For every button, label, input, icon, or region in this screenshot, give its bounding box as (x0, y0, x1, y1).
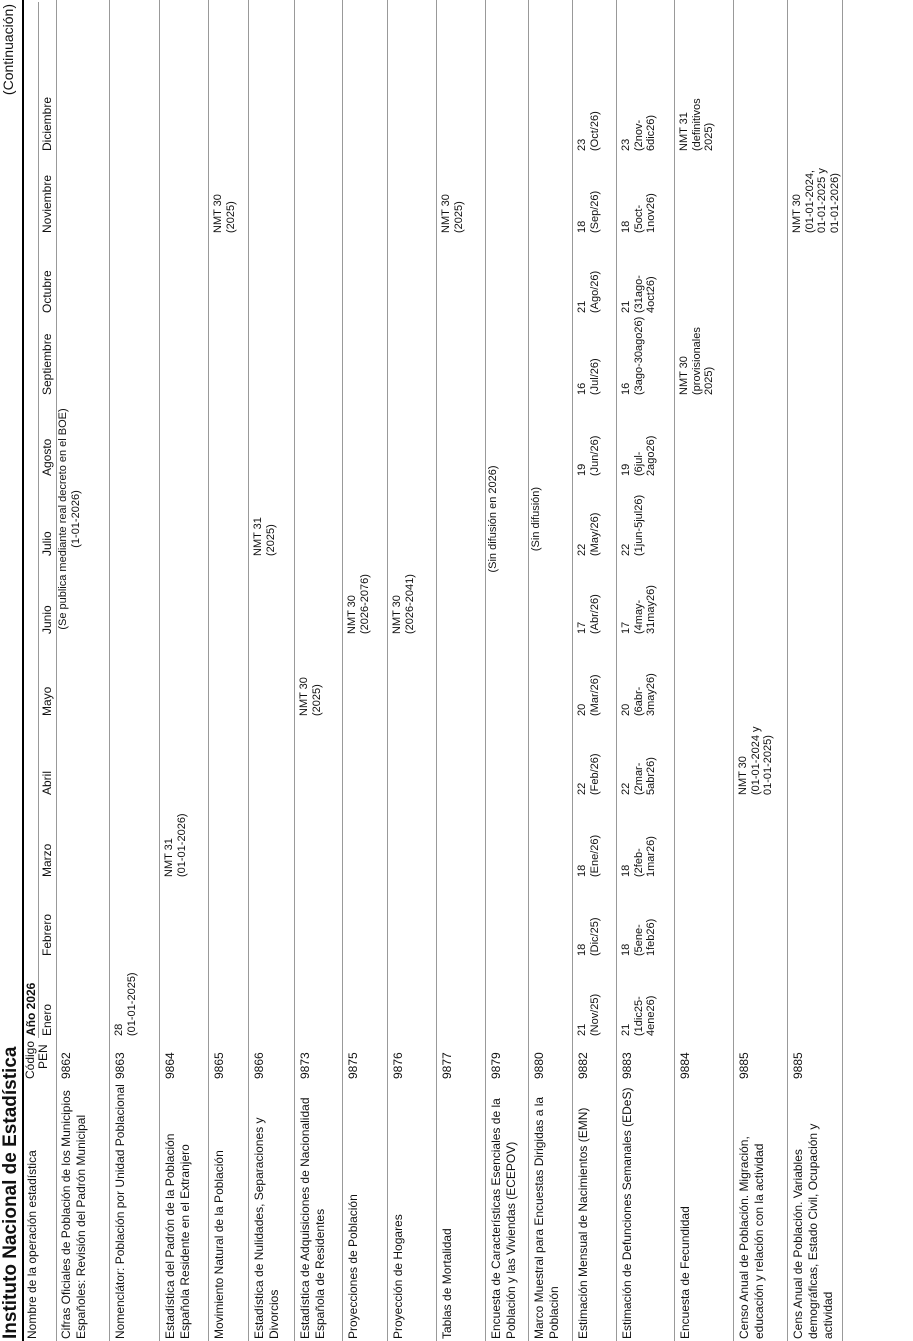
col-code-header-1: Código (23, 1040, 37, 1079)
month-cell: NMT 30 (2026-2041) (391, 574, 416, 634)
month-header: Septiembre (40, 333, 54, 395)
month-cell: 18 (5oct- 1nov26) (620, 193, 657, 233)
month-cell: 18 (2feb- 1mar26) (620, 836, 657, 877)
month-header: Mayo (40, 686, 54, 716)
month-header: Octubre (40, 270, 54, 313)
row-divider (436, 0, 437, 1341)
row-code: 9879 (489, 1052, 503, 1079)
row-code: 9882 (576, 1052, 590, 1079)
month-header: Agosto (40, 438, 54, 476)
month-header: Diciembre (40, 96, 54, 151)
month-cell: 19 (6jul- 2ago26) (620, 435, 657, 476)
month-cell: 20 (Mar/26) (576, 674, 601, 716)
month-cell: NMT 31 (01-01-2026) (163, 813, 188, 877)
row-code: 9884 (678, 1052, 692, 1079)
month-cell: 18 (Ene/26) (576, 834, 601, 877)
row-divider (248, 0, 249, 1341)
row-divider (674, 0, 675, 1341)
month-cell: 19 (Jun/26) (576, 435, 601, 476)
row-divider (342, 0, 343, 1341)
row-name: Cens Anual de Población. Variables demográficas, Estado Civil, Ocupación y actividad (791, 1123, 835, 1339)
row-name: Estimación Mensual de Nacimientos (EMN) (576, 1107, 590, 1339)
row-span-note: (Se publica mediante real decreto en el BOE) (1-01-2026) (57, 408, 82, 630)
row-name: Estimación de Defunciones Semanales (EDeS) (620, 1087, 634, 1339)
row-name: Tablas de Mortalidad (440, 1228, 454, 1339)
header-rule (22, 0, 24, 1341)
month-cell: 20 (6abr- 3may26) (620, 673, 657, 716)
month-header: Abril (40, 770, 54, 795)
month-cell: 23 (2nov- 6dic26) (620, 114, 657, 151)
row-divider (733, 0, 734, 1341)
month-cell: NMT 30 (01-01-2024 y 01-01-2025) (737, 726, 774, 795)
col-code-header-2: PEN (36, 1044, 50, 1069)
row-code: 9866 (252, 1052, 266, 1079)
row-divider (109, 0, 110, 1341)
row-code: 9876 (391, 1052, 405, 1079)
row-divider (294, 0, 295, 1341)
month-cell: 21 (Ago/26) (576, 270, 601, 313)
row-code: 9880 (532, 1052, 546, 1079)
month-header: Marzo (40, 843, 54, 877)
month-cell: NMT 31 (2025) (252, 517, 277, 556)
month-header: Febrero (40, 913, 54, 956)
row-code: 9864 (163, 1052, 177, 1079)
row-divider (159, 0, 160, 1341)
row-name: Proyección de Hogares (391, 1214, 405, 1339)
institution-title: Instituto Nacional de Estadística (0, 1046, 21, 1339)
row-name: Censo Anual de Población. Migración, educación y relación con la actividad (737, 1136, 766, 1339)
year-header: Año 2026 (24, 982, 38, 1036)
row-code: 9862 (59, 1052, 73, 1079)
row-code: 9885 (737, 1052, 751, 1079)
row-divider (842, 0, 843, 1341)
month-cell: 22 (Feb/26) (576, 753, 601, 795)
row-name: Encuesta de Características Esenciales de la Población y las Viviendas (ECEPOV) (489, 1098, 518, 1339)
month-cell: NMT 31 (definitivos 2025) (678, 98, 715, 151)
row-divider (528, 0, 529, 1341)
month-cell: 18 (5ene- 1feb26) (620, 918, 657, 956)
row-name: Movimiento Natural de la Población (212, 1150, 226, 1339)
row-span-note: (Sin difusión) (530, 486, 542, 552)
row-code: 9877 (440, 1052, 454, 1079)
row-span-note: (Sin difusión en 2026) (487, 465, 499, 573)
month-cell: 16 (Jul/26) (576, 358, 601, 395)
month-cell: 17 (4may- 31may26) (620, 585, 657, 634)
row-code: 9873 (298, 1052, 312, 1079)
row-divider (616, 0, 617, 1341)
month-header: Noviembre (40, 174, 54, 233)
row-name: Cifras Oficiales de Población de los Municipios Españoles: Revisión del Padrón Municipal (59, 1090, 88, 1339)
row-name: Proyecciones de Población (346, 1194, 360, 1339)
month-cell: 22 (2mar- 5abr26) (620, 757, 657, 795)
month-cell: 21 (1dic25- 4ene26) (620, 995, 657, 1036)
row-divider (787, 0, 788, 1341)
month-header: Julio (40, 531, 54, 556)
month-cell: 21 (31ago- 4oct26) (620, 275, 657, 313)
month-cell: NMT 30 (2025) (298, 677, 323, 716)
month-header: Junio (40, 605, 54, 634)
row-name: Estadística de Nulidades, Separaciones y Divorcios (252, 1117, 281, 1339)
col-name-header: Nombre de la operación estadística (25, 1150, 39, 1339)
month-cell: 22 (1jun-5jul26) (620, 494, 645, 556)
month-cell: NMT 30 (2025) (440, 194, 465, 233)
row-divider (572, 0, 573, 1341)
month-cell: NMT 30 (2025) (212, 194, 237, 233)
month-cell: 16 (3ago-30ago26) (620, 316, 645, 395)
header-divider (56, 0, 57, 1341)
row-code: 9875 (346, 1052, 360, 1079)
month-cell: NMT 30 (provisionales 2025) (678, 327, 715, 395)
row-code: 9883 (620, 1052, 634, 1079)
row-code: 9863 (113, 1052, 127, 1079)
row-name: Estadística de Adquisiciones de Nacionalidad Española de Residentes (298, 1097, 327, 1339)
row-name: Estadística del Padrón de la Población Española Residente en el Extranjero (163, 1133, 192, 1339)
row-divider (387, 0, 388, 1341)
month-header: Enero (40, 1003, 54, 1036)
month-cell: NMT 30 (2026-2076) (346, 574, 371, 634)
row-name: Encuesta de Fecundidad (678, 1206, 692, 1339)
month-cell: 18 (Dic/25) (576, 917, 601, 956)
row-code: 9865 (212, 1052, 226, 1079)
month-cell: 17 (Abr/26) (576, 594, 601, 634)
row-divider (208, 0, 209, 1341)
month-cell: NMT 30 (01-01-2024, 01-01-2025 y 01-01-2026) (791, 168, 841, 233)
year-underline (38, 2, 39, 1038)
row-name: Marco Muestral para Encuestas Dirigidas a la Población (532, 1096, 561, 1339)
continuation-label: (Continuación) (0, 4, 16, 96)
month-cell: 22 (May/26) (576, 512, 601, 556)
month-cell: 23 (Oct/26) (576, 111, 601, 151)
month-cell: 28 (01-01-2025) (113, 972, 138, 1036)
row-code: 9885 (791, 1052, 805, 1079)
row-divider (485, 0, 486, 1341)
month-cell: 18 (Sep/26) (576, 190, 601, 233)
row-name: Nomenclátor: Población por Unidad Poblacional (113, 1084, 127, 1339)
month-cell: 21 (Nov/25) (576, 993, 601, 1036)
